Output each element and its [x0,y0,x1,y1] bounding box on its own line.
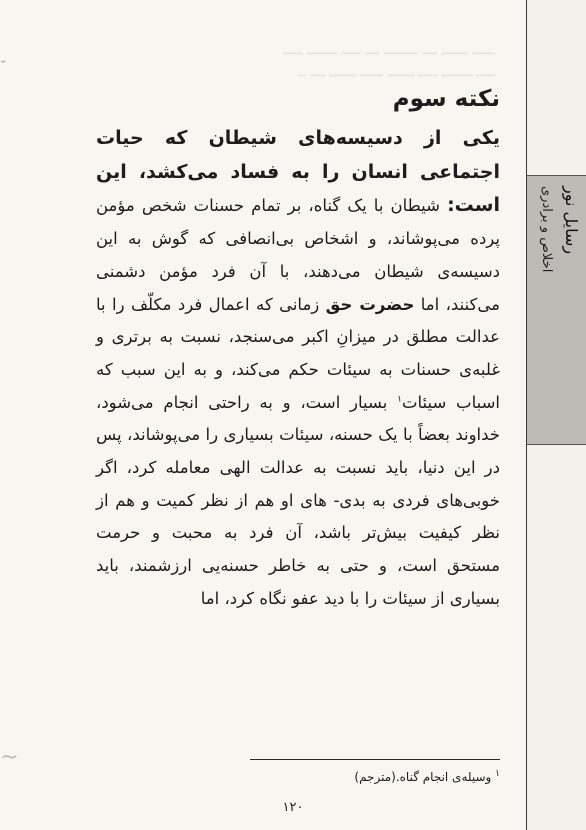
footnote [354,770,500,784]
body-text: بسیار است، و به راحتی انجام می‌شود، خداوند بعضاً با یک حسنه، سیئات بسیاری را می‌پوشاند، پس در این دنیا، باید نسبت به عدالت الهی معامله کرد، اگر خوبی‌های فردی به بدی- های او هم از نظر کمیت و هم از نظر کیفیت بیش‌تر باشد، آن فرد به محبت و حرمت مستحق است، و حتی به خاطر حسنه‌یی ارزشمند، باید بسیاری از سیئات را با دید عفو نگاه کرد، اما [96,392,500,608]
running-header-tab [526,0,586,830]
bold-phrase: حضرت حق [325,294,415,314]
show-through-text: ــــــ ـــــــ ــــ ـــــــــ ــــ ـــــ ــــــــ ـــــ ـــــ ــــــــ ـــــ ـــــــ ــــــ ـــــــ ــــ ــ [283,43,495,80]
footnote-reference[interactable]: ١ [397,394,402,405]
main-text [96,80,500,616]
footnote-text: وسیله‌ی انجام گناه.(مترجم) [354,770,492,784]
body-paragraph [96,122,500,616]
body-text: شیطان با یک گناه، بر تمام حسنات شخص مؤمن پرده می‌پوشاند، و اشخاص بی‌انصافی که گوش به این دسیسه‌ی شیطان می‌دهند، با آن فرد مؤمن دشمنی می‌کنند، اما [96,196,500,314]
volume-title: اخلاص و برادری [539,186,554,273]
scan-mark: ~ [0,745,19,770]
section-heading: نکته سوم [392,86,500,112]
scan-mark: ˘ [0,60,7,75]
lead-sentence: یکی از دسیسه‌های شیطان که حیات اجتماعی انسان را به فساد می‌کشد، این است: [96,127,500,217]
page-number: ١٢٠ [282,800,304,815]
footnote-marker: ١ [495,769,500,779]
body-text: زمانی که اعمال فرد مکلّف را با عدالت مطلق در میزانِ اکبر می‌سنجد، نسبت به برتری و غلبه‌ی حسنات به سیئات حکم می‌کند، و به این سبب که اسباب سیئات [96,294,500,412]
footnote-divider [250,759,500,760]
series-title: رسایل نور [562,186,581,255]
